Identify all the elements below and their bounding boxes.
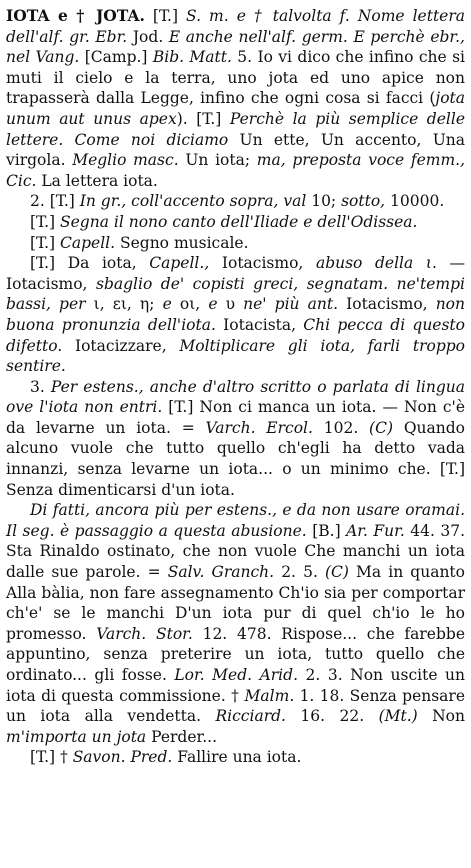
text-run: Ar. Fur.: [346, 521, 405, 540]
text-run: οι,: [171, 295, 209, 314]
text-run: ). [T.]: [176, 109, 230, 128]
text-run: 16. 22.: [285, 707, 379, 726]
text-run: (C): [324, 563, 349, 582]
text-run: Capell.: [60, 233, 116, 252]
text-run: 10;: [306, 192, 342, 211]
text-run: Un iota;: [178, 151, 257, 170]
text-run: sbaglio de' copisti greci, segnatam. ne'tempi bassi, per: [6, 274, 465, 314]
entry-paragraph: [6, 6, 465, 191]
text-run: Meglio masc.: [72, 151, 179, 170]
text-run: Iotacismo,: [338, 295, 436, 314]
text-run: [T.]: [144, 7, 187, 25]
text-run: Quando alcuno vuole che tutto quello ch'egli ha detto vada innanzi, senza levarne un iota... o un minimo che. [T.] Senza dimenticarsi d'un iota.: [6, 418, 465, 499]
text-run: Malm.: [244, 686, 295, 705]
text-run: (C): [369, 418, 394, 437]
text-run: 10000.: [385, 192, 445, 211]
text-run: Moltiplicare gli iota, farli troppo sentire.: [6, 336, 466, 376]
text-run: non buona pronunzia dell'iota.: [6, 295, 466, 334]
text-run: 12. 478. Rispose... che farebbe appuntino, senza preterire un iota, tutto quello che ordinato... gli fosse.: [6, 624, 465, 684]
text-run: jota unum aut unus apex: [6, 89, 465, 128]
text-run: E anche nell'alf. germ. E perchè ebr., nel Vang.: [6, 27, 465, 67]
text-run: 5. Io vi dico che infino che si muti il cielo e la terra, uno jota ed uno apice non trapasserà dalla Legge, infino che ogni cosa si facci (: [6, 48, 465, 108]
text-run: 1. 18. Senza pensare un iota alla vendetta.: [6, 686, 466, 726]
text-run: (Mt.): [378, 707, 418, 726]
text-run: 102.: [312, 418, 370, 437]
entry-paragraph: [6, 377, 465, 501]
text-run: ma, preposta voce femm., Cic.: [6, 151, 465, 190]
text-run: 3.: [30, 377, 51, 396]
text-run: — Iotacismo,: [6, 254, 465, 293]
text-run: ne' più ant.: [243, 295, 339, 314]
text-run: e: [162, 295, 172, 314]
text-run: [T.]: [30, 212, 61, 231]
text-run: Non: [417, 707, 465, 726]
text-run: Varch. Ercol.: [205, 418, 313, 437]
text-run: Capell.,: [149, 254, 210, 273]
text-run: [B.]: [306, 521, 347, 540]
text-run: Iotacismo,: [209, 254, 316, 273]
entry-paragraph: [6, 747, 465, 768]
text-run: 44. 37. Sta Rinaldo ostinato, che non vuole Che manchi un iota dalle sue parole. =: [6, 521, 466, 582]
entry-paragraph: [6, 500, 465, 747]
text-run: Un ette, Un accento, Una virgola.: [6, 130, 465, 170]
text-run: m'importa un jota: [6, 727, 147, 746]
text-run: sotto,: [341, 192, 386, 211]
text-run: [Camp.]: [79, 48, 153, 67]
text-run: Iotacista,: [215, 315, 304, 334]
text-run: Bib. Matt.: [152, 48, 232, 67]
text-run: Segna il nono canto dell'Iliade e dell'Odissea.: [60, 212, 418, 231]
text-run: Perder...: [146, 727, 218, 746]
text-run: 2. 3. Non uscite un iota di questa commissione. †: [6, 666, 465, 705]
dictionary-entry-iota: [6, 6, 465, 768]
text-run: Fallire una iota.: [172, 748, 302, 767]
text-run: [T.]: [30, 233, 61, 252]
text-run: Segno musicale.: [115, 233, 249, 252]
text-run: Varch. Stor.: [96, 624, 193, 643]
text-run: Savon. Pred.: [72, 748, 173, 767]
entry-paragraph: [6, 233, 465, 254]
text-run: Di fatti, ancora più per estens., e da non usare oramai. Il seg. è passaggio a questa abusione.: [6, 501, 465, 540]
text-run: ι, ει, η;: [85, 295, 163, 314]
text-run: abuso della ι.: [315, 254, 437, 273]
text-run: Ricciard.: [215, 707, 286, 726]
text-run: [T.] Non ci manca un iota. — Non c'è da levarne un iota. =: [6, 398, 465, 437]
text-run: Salv. Granch.: [167, 563, 275, 582]
text-run: Chi pecca di questo difetto.: [6, 315, 465, 355]
text-run: Per estens., anche d'altro scritto o parlata di lingua ove l'iota non entri.: [6, 377, 466, 417]
entry-paragraph: [6, 253, 465, 377]
text-run: υ: [217, 295, 244, 314]
entry-paragraph: [6, 191, 465, 212]
text-run: Iotacizzare,: [62, 336, 180, 355]
text-run: 2. [T.]: [30, 192, 80, 211]
text-run: Perchè la più semplice delle lettere. Come noi diciamo: [6, 109, 465, 149]
text-run: Lor. Med. Arid.: [174, 666, 298, 684]
entry-paragraph: [6, 212, 465, 233]
text-run: In gr., coll'accento sopra, val: [79, 192, 307, 211]
text-run: 2. 5.: [274, 563, 325, 582]
text-run: [T.] †: [30, 748, 73, 767]
text-run: La lettera iota.: [36, 171, 158, 190]
text-run: Jod.: [127, 27, 169, 46]
text-run: e: [208, 295, 218, 314]
text-run: [T.] Da iota,: [30, 254, 150, 273]
text-run: Ma in quanto Alla bàlia, non fare assegnamento Ch'io sia per comportar ch'e' se le manchi D'un iota pur di quel ch'io le ho promesso.: [6, 563, 465, 643]
text-run: S. m. e † talvolta f. Nome lettera dell'alf. gr. Ebr.: [6, 7, 466, 46]
headword: IOTA e † JOTA.: [6, 6, 145, 25]
